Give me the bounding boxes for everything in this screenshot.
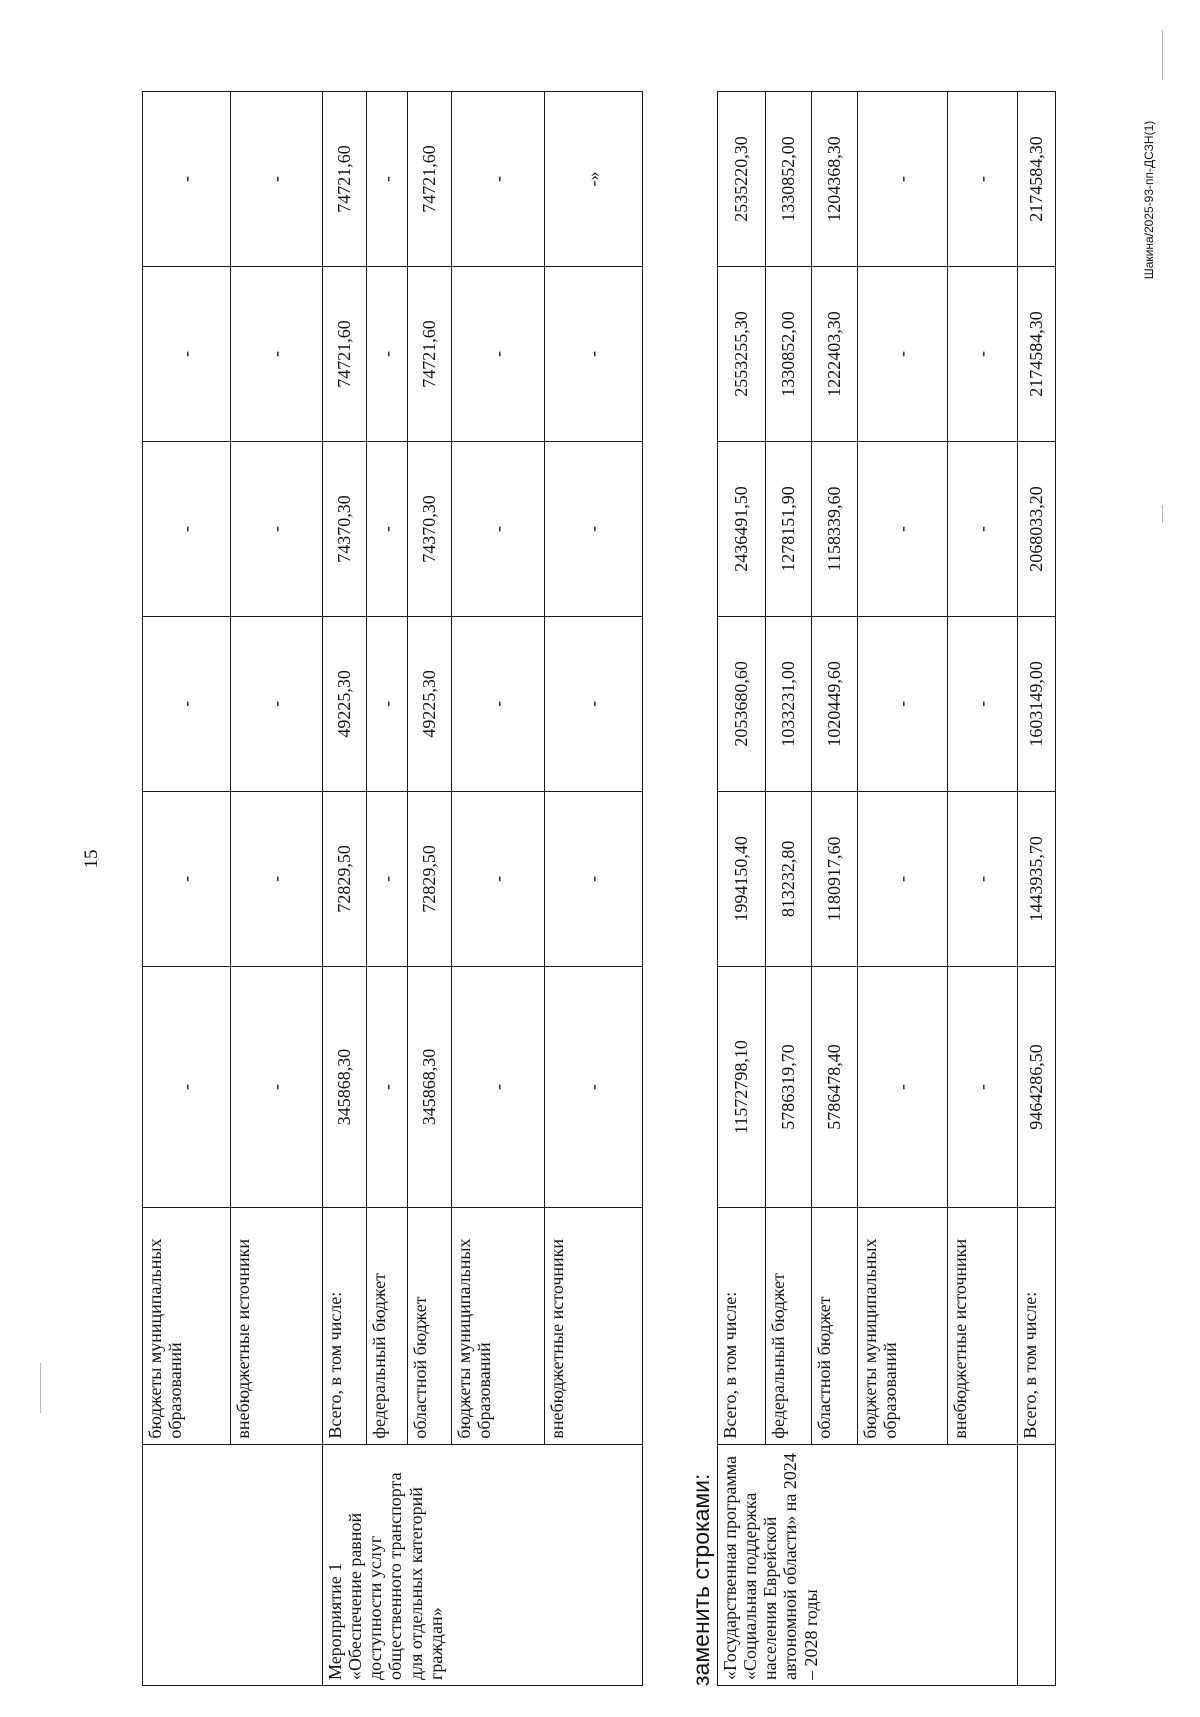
year-amount-cell: - [858, 441, 948, 616]
year-amount-cell: - [948, 616, 1018, 791]
total-amount-cell: 5786478,40 [812, 966, 858, 1207]
funding-source-cell: областной бюджет [812, 1208, 858, 1445]
funding-source-cell: бюджеты муниципальных образований [858, 1208, 948, 1445]
year-amount-cell: 2553255,30 [718, 267, 766, 442]
year-amount-cell: 1278151,90 [766, 441, 812, 616]
total-amount-cell: - [231, 966, 323, 1207]
year-amount-cell: - [231, 791, 323, 966]
year-amount-cell: 1204368,30 [812, 92, 858, 267]
year-amount-cell: - [143, 791, 231, 966]
year-amount-cell: 2068033,20 [1018, 441, 1056, 616]
year-amount-cell: - [452, 92, 545, 267]
year-amount-cell: - [367, 616, 408, 791]
year-amount-cell: - [948, 92, 1018, 267]
year-amount-cell: - [948, 267, 1018, 442]
event-name-cell: «Государственная программа «Социальная поддержка населения Еврейской автономной области» на 2024 – 2028 годы [718, 1444, 1018, 1685]
total-amount-cell: 345868,30 [408, 966, 452, 1207]
year-amount-cell: - [545, 791, 643, 966]
year-amount-cell: 49225,30 [408, 616, 452, 791]
scan-mark-right-mid [1162, 505, 1163, 523]
year-amount-cell: - [231, 92, 323, 267]
year-amount-cell: - [948, 441, 1018, 616]
year-amount-cell: 72829,50 [323, 791, 367, 966]
year-amount-cell: 2174584,30 [1018, 92, 1056, 267]
year-amount-cell: 2436491,50 [718, 441, 766, 616]
year-amount-cell: - [858, 267, 948, 442]
year-amount-cell: - [452, 441, 545, 616]
year-amount-cell: 2535220,30 [718, 92, 766, 267]
funding-source-cell: федеральный бюджет [766, 1208, 812, 1445]
year-amount-cell: 74721,60 [323, 92, 367, 267]
year-amount-cell: 74721,60 [408, 267, 452, 442]
table-row [718, 92, 766, 1686]
replace-heading: заменить строками: [688, 1473, 714, 1686]
total-amount-cell: - [452, 966, 545, 1207]
funding-source-cell: Всего, в том числе: [323, 1208, 367, 1445]
rotated-landscape-page [142, 91, 1059, 1686]
year-amount-cell: - [858, 616, 948, 791]
scan-mark-right-top [1162, 30, 1163, 80]
funding-source-cell: бюджеты муниципальных образований [452, 1208, 545, 1445]
year-amount-cell: 74370,30 [408, 441, 452, 616]
total-amount-cell: - [367, 966, 408, 1207]
year-amount-cell: 1180917,60 [812, 791, 858, 966]
funding-source-cell: внебюджетные источники [231, 1208, 323, 1445]
table-row [323, 92, 367, 1686]
year-amount-cell: 1033231,00 [766, 616, 812, 791]
year-amount-cell: - [545, 441, 643, 616]
year-amount-cell: 2174584,30 [1018, 267, 1056, 442]
total-amount-cell: 11572798,10 [718, 966, 766, 1207]
year-amount-cell: 74721,60 [323, 267, 367, 442]
year-amount-cell: 72829,50 [408, 791, 452, 966]
funding-source-cell: федеральный бюджет [367, 1208, 408, 1445]
year-amount-cell: - [143, 92, 231, 267]
year-amount-cell: - [367, 267, 408, 442]
budget-table-replacement-body [718, 92, 1056, 1686]
year-amount-cell: 1603149,00 [1018, 616, 1056, 791]
year-amount-cell: - [367, 441, 408, 616]
total-amount-cell: - [545, 966, 643, 1207]
budget-table-previous [142, 91, 643, 1686]
year-amount-cell: - [367, 92, 408, 267]
funding-source-cell: Всего, в том числе: [1018, 1208, 1056, 1445]
year-amount-cell: 49225,30 [323, 616, 367, 791]
document-id: Шакина/2025-93-пп-ДСЗН(1) [1142, 120, 1156, 280]
funding-source-cell: Всего, в том числе: [718, 1208, 766, 1445]
year-amount-cell: - [143, 267, 231, 442]
funding-source-cell: областной бюджет [408, 1208, 452, 1445]
scan-mark-left [40, 1363, 41, 1413]
table-row [143, 92, 231, 1686]
year-amount-cell: - [452, 267, 545, 442]
year-amount-cell: 1330852,00 [766, 92, 812, 267]
funding-source-cell: внебюджетные источники [948, 1208, 1018, 1445]
year-amount-cell: 2053680,60 [718, 616, 766, 791]
total-amount-cell: - [143, 966, 231, 1207]
total-amount-cell: 5786319,70 [766, 966, 812, 1207]
year-amount-cell: - [858, 92, 948, 267]
year-amount-cell: - [231, 267, 323, 442]
year-amount-cell: - [545, 267, 643, 442]
event-name-cell: Мероприятие 1 «Обеспечение равной доступности услуг общественного транспорта для отдельных категорий граждан» [323, 1444, 643, 1685]
year-amount-cell: - [858, 791, 948, 966]
funding-source-cell: внебюджетные источники [545, 1208, 643, 1445]
year-amount-cell: - [143, 441, 231, 616]
year-amount-cell: 1158339,60 [812, 441, 858, 616]
year-amount-cell: -» [545, 92, 643, 267]
total-amount-cell: - [948, 966, 1018, 1207]
year-amount-cell: 1443935,70 [1018, 791, 1056, 966]
year-amount-cell: - [231, 441, 323, 616]
year-amount-cell: 1020449,60 [812, 616, 858, 791]
table-row [1018, 92, 1056, 1686]
year-amount-cell: - [948, 791, 1018, 966]
year-amount-cell: - [452, 616, 545, 791]
year-amount-cell: - [545, 616, 643, 791]
page-number: 15 [81, 849, 102, 869]
year-amount-cell: - [367, 791, 408, 966]
event-name-cell [143, 1444, 323, 1685]
year-amount-cell: - [452, 791, 545, 966]
total-amount-cell: 345868,30 [323, 966, 367, 1207]
year-amount-cell: 74370,30 [323, 441, 367, 616]
year-amount-cell: 1330852,00 [766, 267, 812, 442]
year-amount-cell: 1994150,40 [718, 791, 766, 966]
year-amount-cell: 74721,60 [408, 92, 452, 267]
event-name-cell [1018, 1444, 1056, 1685]
budget-table-replacement [717, 91, 1056, 1686]
total-amount-cell: 9464286,50 [1018, 966, 1056, 1207]
total-amount-cell: - [858, 966, 948, 1207]
year-amount-cell: - [231, 616, 323, 791]
funding-source-cell: бюджеты муниципальных образований [143, 1208, 231, 1445]
year-amount-cell: 813232,80 [766, 791, 812, 966]
year-amount-cell: - [143, 616, 231, 791]
year-amount-cell: 1222403,30 [812, 267, 858, 442]
budget-table-previous-body [143, 92, 643, 1686]
